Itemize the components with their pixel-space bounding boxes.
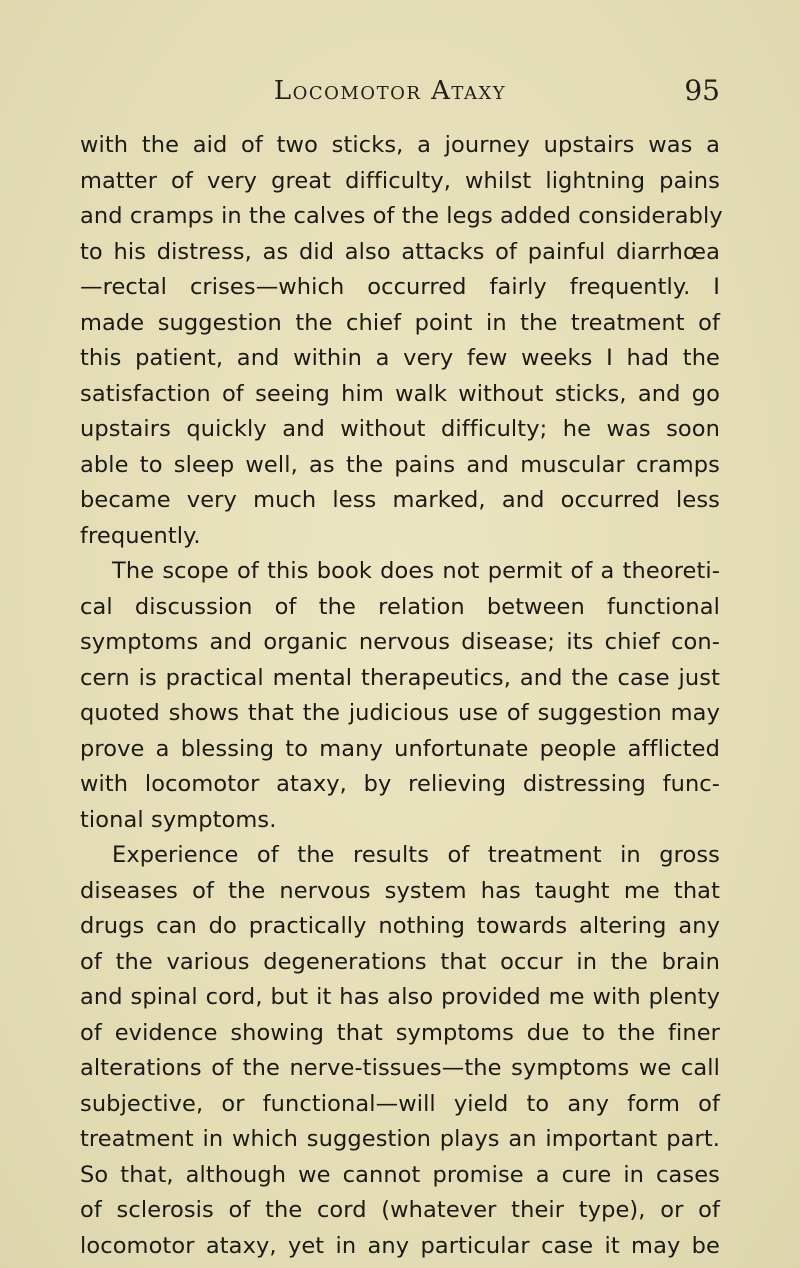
text-line: cal discussion of the relation between functional bbox=[80, 593, 720, 620]
text-line: of evidence showing that symptoms due to the finer bbox=[80, 1019, 720, 1046]
body-text bbox=[80, 128, 723, 1264]
text-line: diseases of the nervous system has taught me that bbox=[80, 877, 720, 904]
text-line: to his distress, as did also attacks of painful diarrhœa bbox=[80, 238, 720, 265]
text-line: locomotor ataxy, yet in any particular case it may be bbox=[80, 1232, 720, 1259]
page-number: 95 bbox=[684, 74, 720, 107]
text-line: with the aid of two sticks, a journey upstairs was a bbox=[80, 132, 720, 158]
text-line: able to sleep well, as the pains and muscular cramps bbox=[80, 451, 720, 478]
text-line: prove a blessing to many unfortunate people afflicted bbox=[80, 735, 720, 762]
text-line: alterations of the nerve-tissues—the symptoms we call bbox=[80, 1055, 720, 1081]
text-line: cern is practical mental therapeutics, and the case just bbox=[80, 664, 720, 691]
running-title: Locomotor Ataxy bbox=[273, 76, 507, 106]
text-line: The scope of this book does not permit of a theoreti- bbox=[112, 558, 720, 584]
text-line: with locomotor ataxy, by relieving distressing func- bbox=[80, 771, 720, 797]
text-line: subjective, or functional—will yield to any form of bbox=[80, 1090, 720, 1117]
text-line: —rectal crises—which occurred fairly frequently. I bbox=[80, 274, 720, 300]
text-line: and spinal cord, but it has also provided me with plenty bbox=[80, 984, 720, 1010]
text-line: treatment in which suggestion plays an important part. bbox=[80, 1126, 720, 1152]
text-line: symptoms and organic nervous disease; its chief con- bbox=[80, 629, 720, 655]
text-line: matter of very great difficulty, whilst lightning pains bbox=[80, 167, 720, 194]
text-line: tional symptoms. bbox=[80, 806, 277, 833]
text-line: made suggestion the chief point in the treatment of bbox=[80, 309, 720, 336]
text-line: frequently. bbox=[80, 522, 201, 549]
text-line: quoted shows that the judicious use of suggestion may bbox=[80, 700, 720, 726]
text-line: and cramps in the calves of the legs added considerably bbox=[80, 203, 723, 229]
text-line: Experience of the results of treatment in gross bbox=[112, 842, 720, 868]
text-line: became very much less marked, and occurred less bbox=[80, 487, 720, 513]
text-line: So that, although we cannot promise a cure in cases bbox=[80, 1161, 720, 1188]
text-line: satisfaction of seeing him walk without sticks, and go bbox=[80, 380, 720, 407]
text-line: this patient, and within a very few weeks I had the bbox=[80, 345, 720, 371]
text-line: drugs can do practically nothing towards altering any bbox=[80, 913, 720, 939]
running-head bbox=[60, 76, 720, 116]
text-line: of sclerosis of the cord (whatever their type), or of bbox=[80, 1197, 720, 1223]
text-line: upstairs quickly and without difficulty; he was soon bbox=[80, 416, 720, 442]
text-line: of the various degenerations that occur in the brain bbox=[80, 948, 720, 975]
